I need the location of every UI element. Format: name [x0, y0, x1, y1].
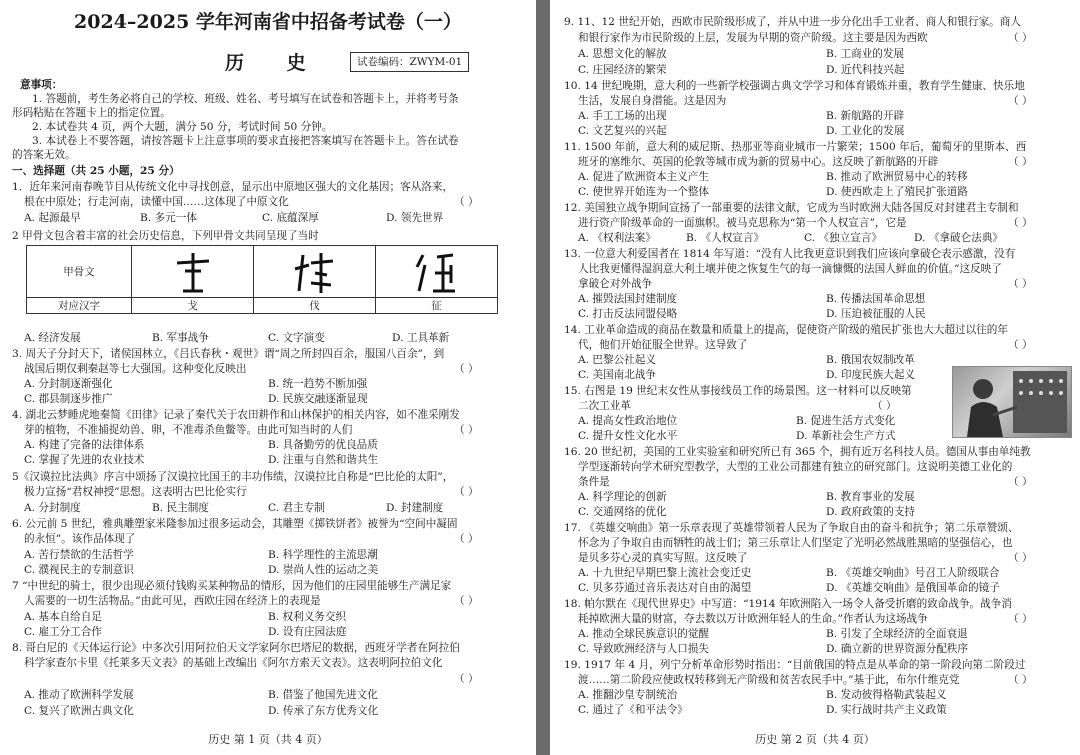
option-d: D. 《拿破仑法典》	[914, 232, 1004, 244]
question-3-line: 战国后期仅剩秦赵等七大强国。这种变化反映出	[24, 363, 247, 375]
option-c: C. 贝多芬通过音乐表达对自由的渴望	[578, 582, 752, 594]
answer-paren: （ ）	[872, 400, 897, 412]
option-a: A. 推动了欧洲科学发展	[24, 689, 134, 701]
option-c: C. 美国南北战争	[578, 369, 657, 381]
option-b: B. 传播法国革命思想	[826, 293, 926, 305]
option-b: B. 《英雄交响曲》号召工人阶级联合	[826, 567, 1000, 579]
option-b: B. 借鉴了他国先进文化	[268, 689, 378, 701]
option-a: A. 科学理论的创新	[578, 491, 667, 503]
oracle-glyph-zheng-icon	[407, 249, 467, 295]
option-d: D. 印度民族大起义	[826, 369, 916, 381]
question-18-line: 18. 帕尔默在《现代世界史》中写道：“1914 年欧洲陷入一场令人备受折磨的致命战争。战争消	[564, 598, 1012, 610]
option-d: D. 《英雄交响曲》是俄国革命的镜子	[826, 582, 1000, 594]
option-b: B. 促进生活方式变化	[796, 415, 896, 427]
oracle-char: 伐	[254, 298, 376, 314]
option-b: B. 军事战争	[152, 332, 209, 344]
option-b: B. 俄国农奴制改革	[826, 354, 915, 366]
option-c: C. 《独立宣言》	[804, 232, 883, 244]
page-footer: 历史 第 1 页（共 4 页）	[208, 733, 328, 746]
option-a: A. 推动全球民族意识的觉醒	[578, 628, 709, 640]
option-a: A. 《权利法案》	[578, 232, 656, 244]
option-c: C. 通过了《和平法令》	[578, 704, 688, 716]
option-b: B. 引发了全球经济的全面衰退	[826, 628, 968, 640]
option-d: D. 确立新的世界资源分配秩序	[826, 643, 968, 655]
option-b: B. 权利义务交织	[268, 611, 347, 623]
answer-paren: （ ）	[1008, 674, 1033, 686]
answer-paren: （ ）	[1008, 95, 1033, 107]
option-d: D. 近代科技兴起	[826, 64, 905, 76]
question-14-line: 14. 工业革命造成的商品在数量和质量上的提高，促使资产阶级的殖民扩张也大大超过以往的年	[564, 324, 1008, 336]
option-c: C. 提升女性文化水平	[578, 430, 678, 442]
question-6-line: 6. 公元前 5 世纪，雅典雕塑家米隆参加过很多运动会，其雕塑《掷铁饼者》被誉为“空间中凝固	[12, 518, 458, 530]
option-d: D. 设有庄园法庭	[268, 626, 347, 638]
option-c: C. 庄园经济的繁荣	[578, 64, 667, 76]
option-d: D. 工具革新	[392, 332, 450, 344]
option-a: A. 构建了完备的法律体系	[24, 439, 145, 451]
question-11-line: 11. 1500 年前，意大利的威尼斯、热那亚等商业城市一片繁荣；1500 年后，葡萄牙的里斯本、西	[564, 141, 1027, 153]
note-line: 2. 本试卷共 4 页，两个大题，满分 50 分，考试时间 50 分钟。	[32, 121, 333, 133]
option-c: C. 君主专制	[268, 502, 325, 514]
oracle-char: 征	[376, 298, 498, 314]
question-7-line: 7 “中世纪的骑士，很少出现必须付钱购买某种物品的情形，因为他们的庄园里能够生产满足家	[12, 580, 452, 592]
subject-title: 历 史	[225, 52, 324, 74]
option-b: B. 多元一体	[140, 212, 197, 224]
oracle-glyph-zheng	[376, 246, 498, 298]
oracle-bone-table	[26, 245, 498, 314]
question-1-line: 根在中原处；行走河南，读懂中国……这体现了中原文化	[24, 196, 289, 208]
question-11-line: 班牙的塞维尔、英国的伦敦等城市成为新的贸易中心。这反映了新航路的开辟	[578, 156, 939, 168]
option-a: A. 思想文化的解放	[578, 48, 667, 60]
option-a: A. 十九世纪早期巴黎上流社会变迁史	[578, 567, 752, 579]
option-b: B. 具备勤劳的优良品质	[268, 439, 378, 451]
option-d: D. 传承了东方优秀文化	[268, 705, 379, 717]
answer-paren: （ ）	[1008, 278, 1033, 290]
option-c: C. 打击反法同盟侵略	[578, 308, 678, 320]
option-d: D. 实行战时共产主义政策	[826, 704, 947, 716]
option-a: A. 手工工场的出现	[578, 110, 667, 122]
option-c: C. 郡县制逐步推广	[24, 393, 113, 405]
option-c: C. 交通网络的优化	[578, 506, 667, 518]
question-14-line: 代，他们开始征服全世界。这导致了	[578, 339, 748, 351]
question-10-line: 10. 14 世纪晚期，意大利的一些新学校强调古典文学学习和体育锻炼并重，教育学生健康、快乐地	[564, 80, 1025, 92]
answer-paren: （ ）	[1008, 339, 1033, 351]
question-5-line: 5《汉谟拉比法典》序言中颂扬了汉谟拉比国王的丰功伟绩，汉谟拉比自称是“巴比伦的太阳”，	[12, 471, 454, 483]
question-9-line: 9. 11、12 世纪开始，西欧市民阶级形成了，并从中进一步分化出手工业者、商人和银行家。商人	[564, 16, 1021, 28]
answer-paren: （ ）	[454, 196, 479, 208]
option-c: C. 濮视民主的专制意识	[24, 564, 134, 576]
switchboard-image-icon	[953, 367, 1071, 437]
answer-paren: （ ）	[1008, 552, 1033, 564]
question-1-line: 1．近年来河南春晚节目从传统文化中寻找创意，显示出中原地区强大的文化基因；客从洛来，	[12, 181, 454, 193]
question-16-line: 条件是	[578, 476, 610, 488]
question-8-line: 科学家查尔卡里《托莱多天文表》的基础上改编出《阿尔方索天文表》。这表明阿拉伯文化	[24, 657, 443, 669]
answer-paren: （ ）	[1008, 217, 1033, 229]
option-d: D. 革新社会生产方式	[796, 430, 896, 442]
oracle-table-header: 甲骨文	[27, 246, 132, 298]
question-5-line: 极力宣扬“君权神授”思想。这表明古巴比伦实行	[24, 486, 247, 498]
question-9-line: 和银行家作为市民阶级的上层，发展为早期的资产阶级。这主要是因为西欧	[578, 32, 928, 44]
question-15-line: 15. 右图是 19 世纪末女性从事接线员工作的场景图。这一材料可以反映第	[564, 385, 912, 397]
note-line: 形码粘贴在答题卡上的指定位置。	[12, 107, 171, 119]
option-b: B. 统一趋势不断加强	[268, 378, 368, 390]
option-a: A. 摧毁法国封建制度	[578, 293, 678, 305]
question-12-line: 12. 美国独立战争期间宣扬了一部重要的法律文献，它成为当时欧洲大陆各国反对封建君主专制和	[564, 202, 1019, 214]
option-d: D. 民族交融逐渐显现	[268, 393, 368, 405]
oracle-glyph-ge	[132, 246, 254, 298]
section-heading: 一、选择题（共 25 小题，25 分）	[12, 165, 180, 177]
answer-paren: （ ）	[454, 595, 479, 607]
question-18-line: 耗掉欧洲大量的财富，夺去数以万计欧洲年轻人的生命。”作者认为这场战争	[578, 613, 928, 625]
option-a: A. 巴黎公社起义	[578, 354, 656, 366]
option-c: C. 底蕴深厚	[262, 212, 319, 224]
page-footer: 历史 第 2 页（共 4 页）	[755, 733, 875, 746]
question-2-line: 2 甲骨文包含着丰富的社会历史信息，下列甲骨文共同呈现了当时	[12, 230, 319, 242]
question-8-line: 8. 哥白尼的《天体运行论》中多次引用阿拉伯天文学家阿尔巴塔尼的数据，西班牙学者在阿拉伯	[12, 642, 460, 654]
option-b: B. 新航路的开辟	[826, 110, 905, 122]
note-line: 3. 本试卷上不要答题，请按答题卡上注意事项的要求直接把答案填写在答题卡上。答在试卷	[32, 135, 459, 147]
answer-paren: （ ）	[454, 486, 479, 498]
answer-paren: （ ）	[1008, 32, 1033, 44]
option-c: C. 雇工分工合作	[24, 626, 103, 638]
answer-paren: （ ）	[1008, 476, 1033, 488]
option-a: A. 促进了欧洲资本主义产生	[578, 171, 709, 183]
notes-heading: 意事项：	[20, 79, 63, 91]
question-17-line: 怀念为了争取自由而牺牲的战士们；第三乐章让人们坚定了光明必然战胜黑暗的坚强信心，也	[578, 537, 1013, 549]
question-16-line: 16. 20 世纪初，美国的工业实验室和研究所已有 365 个，拥有近万名科技人员。德国从事由单纯教	[564, 446, 1031, 458]
option-c: C. 复兴了欧洲古典文化	[24, 705, 134, 717]
question-7-line: 人需要的一切生活物品。”由此可见，西欧庄园在经济上的表现是	[24, 595, 321, 607]
oracle-char: 戈	[132, 298, 254, 314]
answer-paren: （ ）	[1008, 613, 1033, 625]
option-c: C. 掌握了先进的农业技术	[24, 454, 145, 466]
question-19-line: 19. 1917 年 4 月，列宁分析革命形势时指出：“目前俄国的特点是从革命的第一阶段向第二阶段过	[564, 659, 1026, 671]
exam-page-2	[550, 0, 1080, 755]
oracle-row-label: 对应汉字	[27, 298, 132, 314]
answer-paren: （ ）	[454, 673, 479, 685]
question-4-line: 芽的植物，不准捕捉幼兽、卵，不准毒杀鱼鳖等。由此可知当时的人们	[24, 424, 353, 436]
exam-title: 2024–2025 学年河南省中招备考试卷（一）	[74, 11, 462, 33]
option-d: D. 压迫被征服的人民	[826, 308, 926, 320]
option-d: D. 使西欧走上了殖民扩张道路	[826, 186, 968, 198]
option-c: C. 文艺复兴的兴起	[578, 125, 667, 137]
question-13-line: 13. 一位意大利爱国者在 1814 年写道：“没有人比我更意识到我们应该向拿破仑表示感激，没有	[564, 248, 1016, 260]
option-b: B. 教育事业的发展	[826, 491, 915, 503]
option-d: D. 封建制度	[386, 502, 444, 514]
oracle-glyph-fa	[254, 246, 376, 298]
option-b: B. 民主制度	[152, 502, 209, 514]
exam-code-box: 试卷编码：ZWYM-01	[350, 52, 469, 72]
exam-page-1	[0, 0, 536, 755]
answer-paren: （ ）	[1008, 156, 1033, 168]
option-d: D. 政府政策的支持	[826, 506, 916, 518]
question-6-line: 的永恒”。该作品体现了	[24, 533, 136, 545]
option-a: A. 起源最早	[24, 212, 81, 224]
option-c: C. 使世界开始连为一个整体	[578, 186, 709, 198]
answer-paren: （ ）	[454, 424, 479, 436]
question-4-line: 4. 湖北云梦睡虎地秦简《田律》记录了秦代关于农田耕作和山林保护的相关内容，如不准采刚发	[12, 409, 460, 421]
option-b: B. 科学理性的主流思潮	[268, 549, 378, 561]
question-19-line: 渡……第二阶段应使政权转移到无产阶级和贫苦农民手中。”基于此，布尔什维克党	[578, 674, 960, 686]
telephone-operators-photo	[952, 366, 1072, 438]
note-line: 1. 答题前，考生务必将自己的学校、班级、姓名、考号填写在试卷和答题卡上，并将考号条	[32, 93, 459, 105]
option-a: A. 经济发展	[24, 332, 81, 344]
question-13-line: 拿破仑对外战争	[578, 278, 653, 290]
option-a: A. 分封制逐渐强化	[24, 378, 113, 390]
option-c: C. 文字演变	[268, 332, 325, 344]
option-c: C. 导致欧洲经济与人口损失	[578, 643, 709, 655]
option-d: D. 崇尚人性的运动之美	[268, 564, 379, 576]
answer-paren: （ ）	[454, 363, 479, 375]
option-b: B. 推动了欧洲贸易中心的转移	[826, 171, 968, 183]
option-a: A. 基本自给自足	[24, 611, 102, 623]
option-d: D. 注重与自然和谐共生	[268, 454, 379, 466]
option-b: B. 发动彼得格勒武装起义	[826, 689, 947, 701]
option-a: A. 分封制度	[24, 502, 81, 514]
option-a: A. 推翻沙皇专制统治	[578, 689, 678, 701]
question-12-line: 进行资产阶级革命的一面旗帜。被马克思称为“第一个人权宣言”，它是	[578, 217, 907, 229]
option-b: B. 《人权宣言》	[686, 232, 765, 244]
answer-paren: （ ）	[454, 533, 479, 545]
question-17-line: 是贝多芬心灵的真实写照。这反映了	[578, 552, 748, 564]
oracle-glyph-fa-icon	[285, 249, 345, 295]
question-3-line: 3. 周天子分封天下，诸侯国林立，《吕氏春秋・观世》谓“周之所封四百余，服国八百余”，到	[12, 348, 445, 360]
question-13-line: 人比我更懂得湿润意大利土壤并使之恢复生气的每一滴慷慨的法国人鲜血的价值。”这反映了	[578, 263, 1002, 275]
question-15-line: 二次工业革	[578, 400, 631, 412]
option-a: A. 提高女性政治地位	[578, 415, 678, 427]
option-d: D. 领先世界	[386, 212, 444, 224]
question-16-line: 学型逐渐转向学术研究型教学，大型的工业公司都建有独立的研究部门。这说明美德工业化的	[578, 461, 1013, 473]
option-d: D. 工业化的发展	[826, 125, 905, 137]
question-10-line: 生活，发展自身潜能。这是因为	[578, 95, 727, 107]
option-a: A. 苦行禁欲的生活哲学	[24, 549, 134, 561]
question-17-line: 17. 《英雄交响曲》第一乐章表现了英雄带领着人民为了争取自由的奋斗和抗争；第二乐章赞颂、	[564, 522, 1019, 534]
oracle-glyph-ge-icon	[163, 249, 223, 295]
option-b: B. 工商业的发展	[826, 48, 905, 60]
note-line: 的答案无效。	[12, 149, 76, 161]
